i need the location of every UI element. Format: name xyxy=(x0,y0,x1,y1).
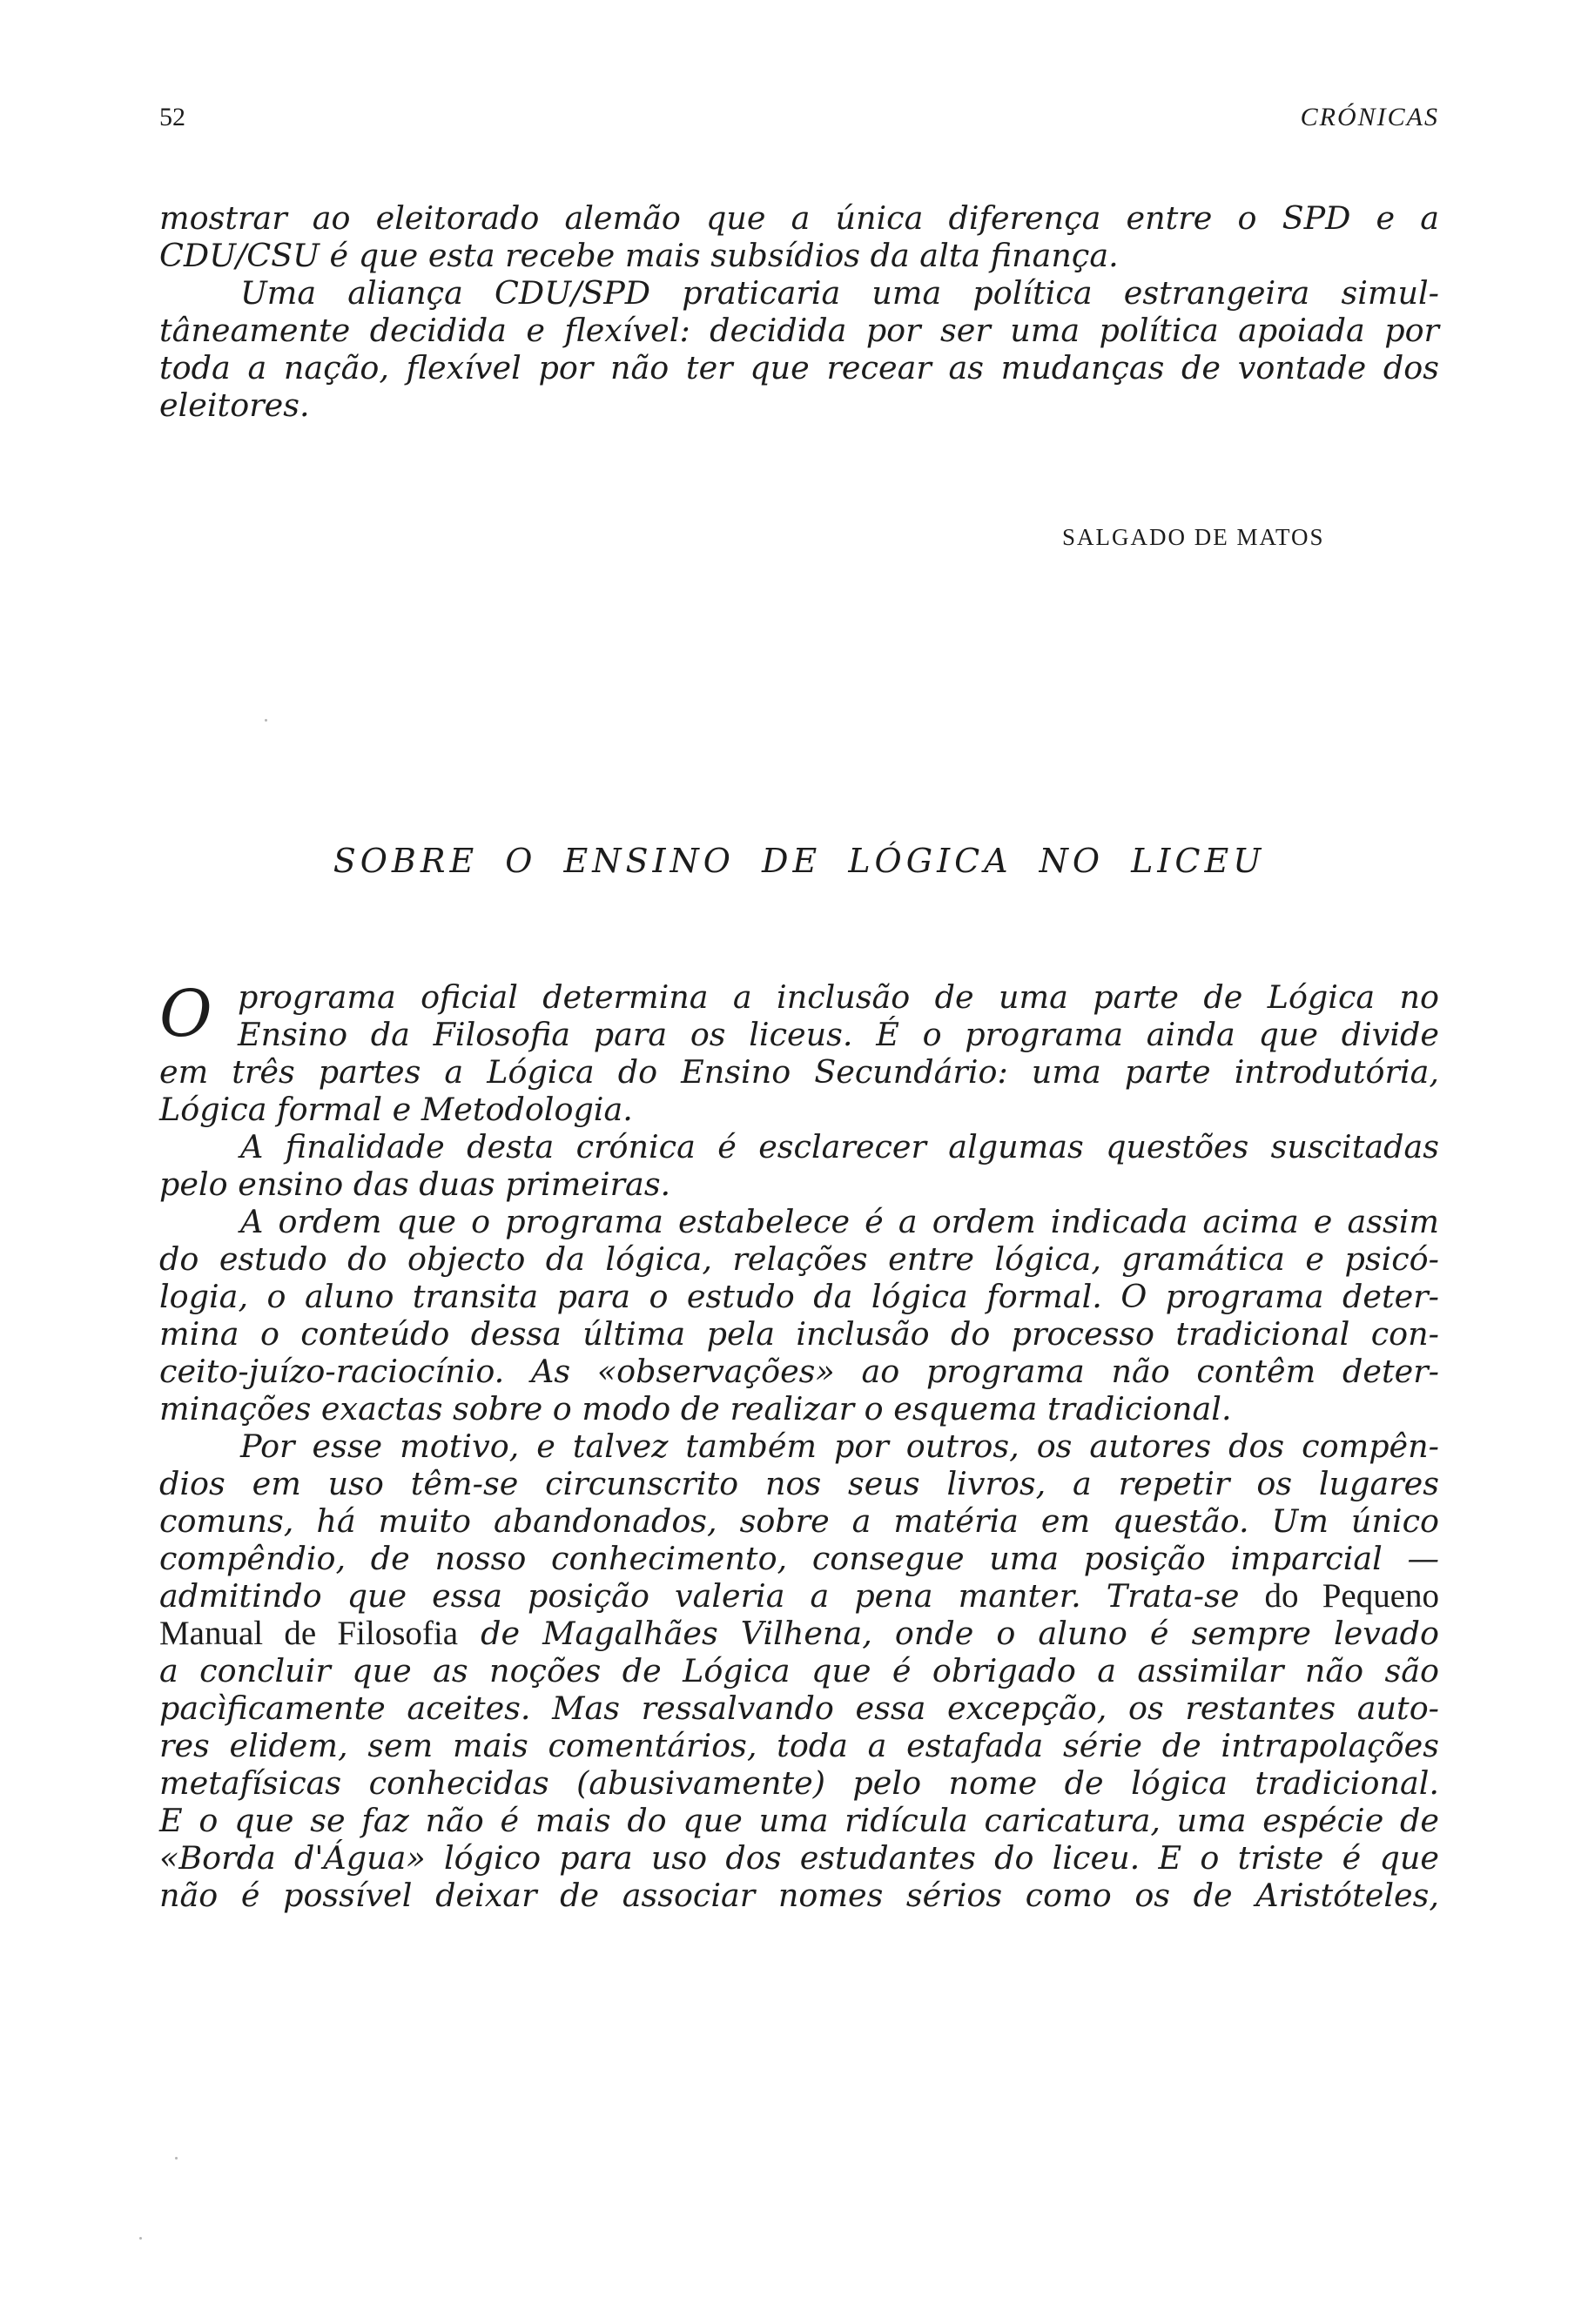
text-line: comuns, há muito abandonados, sobre a matéria em questão. Um único xyxy=(159,1502,1439,1540)
text-line: dios em uso têm-se circunscrito nos seus livros, a repetir os lugares xyxy=(159,1465,1439,1502)
text-line: do estudo do objecto da lógica, relações entre lógica, gramática e psicó- xyxy=(159,1240,1439,1278)
text-line: Lógica formal e Metodologia. xyxy=(159,1091,633,1128)
text-line: res elidem, sem mais comentários, toda a estafada série de intrapolações xyxy=(159,1727,1439,1764)
text-line: toda a nação, flexível por não ter que recear as mudanças de vontade dos xyxy=(159,349,1439,386)
text-line: mostrar ao eleitorado alemão que a única diferença entre o SPD e a xyxy=(159,199,1439,237)
text-line: A ordem que o programa estabelece é a ordem indicada acima e assim xyxy=(240,1203,1439,1240)
running-header xyxy=(159,103,1439,138)
paper-speck xyxy=(139,2237,142,2240)
text-line: eleitores. xyxy=(159,386,310,424)
text-line: em três partes a Lógica do Ensino Secundário: uma parte introdutória, xyxy=(159,1053,1439,1091)
text-line-mixed xyxy=(159,1577,1439,1615)
paragraph-2 xyxy=(159,1128,1439,1203)
text-line: ceito-juízo-raciocínio. As «observações» ao programa não contêm deter- xyxy=(159,1353,1439,1390)
page-number: 52 xyxy=(159,103,185,131)
text-line: Ensino da Filosofia para os liceus. É o programa ainda que divide xyxy=(238,1016,1439,1053)
text-line: compêndio, de nosso conhecimento, consegue uma posição imparcial — xyxy=(159,1540,1439,1577)
text-line: A finalidade desta crónica é esclarecer algumas questões suscitadas xyxy=(240,1128,1439,1165)
paper-speck xyxy=(175,2157,178,2159)
text-line: minações exactas sobre o modo de realizar o esquema tradicional. xyxy=(159,1390,1232,1427)
book-title-run: Manual de Filosofia xyxy=(159,1615,459,1652)
italic-run: admitindo que essa posição valeria a pena manter. Trata-se xyxy=(159,1577,1240,1615)
text-line: metafísicas conhecidas (abusivamente) pelo nome de lógica tradicional. xyxy=(159,1764,1439,1802)
text-line: E o que se faz não é mais do que uma ridícula caricatura, uma espécie de xyxy=(159,1802,1439,1839)
roman-run: do Pequeno xyxy=(1264,1577,1440,1615)
paper-speck xyxy=(265,719,267,722)
text-line: CDU/CSU é que esta recebe mais subsídios da alta finança. xyxy=(159,237,1119,274)
text-line: pelo ensino das duas primeiras. xyxy=(159,1165,671,1203)
text-line: mina o conteúdo dessa última pela inclusão do processo tradicional con- xyxy=(159,1315,1439,1353)
text-line: logia, o aluno transita para o estudo da lógica formal. O programa deter- xyxy=(159,1278,1439,1315)
article-body xyxy=(159,978,1439,1914)
text-line: a concluir que as noções de Lógica que é obrigado a assimilar não são xyxy=(159,1652,1439,1689)
text-line: programa oficial determina a inclusão de uma parte de Lógica no xyxy=(238,978,1439,1016)
drop-cap: O xyxy=(159,977,212,1051)
text-line-mixed xyxy=(159,1615,1439,1652)
text-line: Uma aliança CDU/SPD praticaria uma política estrangeira simul- xyxy=(240,274,1439,312)
author-signature: SALGADO DE MATOS xyxy=(1062,524,1325,550)
paragraph-3 xyxy=(159,1203,1439,1427)
text-line: não é possível deixar de associar nomes sérios como os de Aristóteles, xyxy=(159,1877,1439,1914)
italic-run: de Magalhães Vilhena, onde o aluno é sempre levado xyxy=(481,1615,1439,1652)
text-line: Por esse motivo, e talvez também por outros, os autores dos compên- xyxy=(240,1427,1439,1465)
paragraph-4 xyxy=(159,1427,1439,1914)
previous-article-ending xyxy=(159,199,1439,424)
text-line: «Borda d'Água» lógico para uso dos estudantes do liceu. E o triste é que xyxy=(159,1839,1439,1877)
running-title: CRÓNICAS xyxy=(1300,103,1439,131)
text-line: pacìficamente aceites. Mas ressalvando essa excepção, os restantes auto- xyxy=(159,1689,1439,1727)
article-title: SOBRE O ENSINO DE LÓGICA NO LICEU xyxy=(333,842,1266,880)
paragraph-1 xyxy=(159,978,1439,1128)
text-line: tâneamente decidida e flexível: decidida por ser uma política apoiada por xyxy=(159,312,1439,349)
